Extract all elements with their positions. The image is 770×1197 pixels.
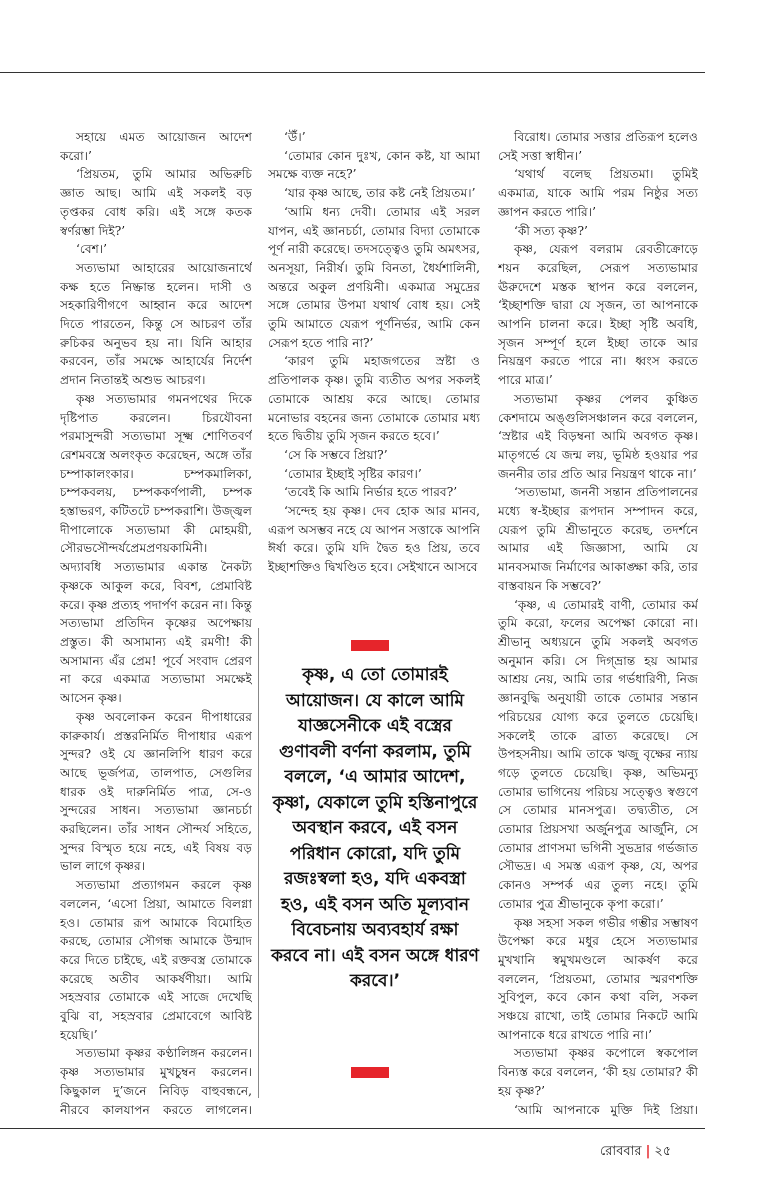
paragraph: ‘কী সত্য কৃষ্ণ?’ (514, 223, 588, 238)
paragraph: ‘সত্যভামা, জননী সন্তান প্রতিপালনের মধ্যে স্ব-ইচ্ছার রূপদান সম্পাদন করে, যেরূপ তুমি শ্রীভানুতে করেছ, তদর্শনে আমার এই জিজ্ঞাসা, আমি যে মানবসমাজ নির্মাণের আকাঙ্ক্ষা করি, তার বাস্তবায়ন কি সম্ভবে?’ (498, 485, 698, 593)
paragraph: সত্যভামা প্রত্যাগমন করলে কৃষ্ণ বললেন, ‘এসো প্রিয়া, আমাতে বিলগ্না হও। তোমার রূপ আমাকে বিমোহিত করছে, তোমার সৌগন্ধ আমাকে উন্মাদ করে দিতে চাইছে, এই রক্তবস্ত্র তোমাকে করেছে অতীব আকর্ষণীয়া। আমি সহস্রবার তোমাকে এই সাজে দেখেছি বুঝি বা, সহস্রবার প্রেমাবেগে আবিষ্ট হয়েছি।’ (60, 878, 252, 1042)
footer-separator: | (645, 1144, 651, 1159)
paragraph: ‘যথার্থ বলেছ প্রিয়তমা। তুমিই একমাত্র, যাকে আমি পরম নিষ্ঠুর সত্য জ্ঞাপন করতে পারি।’ (498, 167, 698, 219)
paragraph: কৃষ্ণ সহসা সকল গভীর গম্ভীর সম্ভাষণ উপেক্ষা করে মধুর হেসে সত্যভামার মুখখানি স্বমুখমণ্ডলে আকর্ষণ করে বললেন, ‘প্রিয়তমা, তোমার স্মরণশক্তি সুবিপুল, কবে কোন কথা বলি, সকল সঞ্চয়ে রাখো, তাই তোমার নিকটে আমি আপনাকে ধরে রাখতে পারি না।’ (498, 915, 698, 1042)
paragraph: ‘বেশ।’ (76, 242, 108, 257)
top-rule (0, 72, 705, 73)
page-footer (600, 1142, 671, 1163)
paragraph: ‘আমি আপনাকে মুক্তি দিই প্রিয়া। (514, 1102, 698, 1117)
paragraph: সত্যভামা কৃষ্ণর কণ্ঠালিঙ্গন করলেন। কৃষ্ণ সত্যভামার মুখচুম্বন করলেন। কিছুকাল দু’জনে নিবিড় বাহুবন্ধনে, নীরবে কালযাপন করতে লাগলেন। (60, 1046, 252, 1117)
page-number: ২৫ (654, 1144, 672, 1159)
paragraph: ‘তোমার ইচ্ছাই সৃষ্টির কারণ।’ (284, 466, 422, 481)
paragraph: বিরোধ। তোমার সত্তার প্রতিরূপ হলেও সেই সত্তা স্বাধীন।’ (498, 130, 698, 163)
paragraph: সত্যভামা কৃষ্ণর কপোলে স্বকপোল বিন্যস্ত করে বললেন, ‘কী হয় তোমার? কী হয় কৃষ্ণ?’ (498, 1046, 698, 1098)
publication-name: রোববার (600, 1144, 642, 1159)
paragraph: ‘উঁ।’ (284, 130, 306, 144)
paragraph: ‘প্রিয়তম, তুমি আমার অভিরুচি জ্ঞাত আছ। আমি এই সকলই বড় তৃপ্তকর বোধ করি। এই সঙ্গে কতক স্বর্ণরম্ভা দিই?’ (60, 167, 252, 238)
pull-quote-text: কৃষ্ণ, এ তো তোমারই আয়োজন। যে কালে আমি যাজ্ঞসেনীকে এই বস্ত্রের গুণাবলী বর্ণনা করলাম, তুমি বললে, ‘এ আমার আদেশ, কৃষ্ণা, যেকালে তুমি হস্তিনাপুরে অবস্থান করবে, এই বসন পরিধান কোরো, যদি তুমি রজঃস্বলা হও, যদি একবস্ত্রা হও, এই বসন অতি মূল্যবান বিবেচনায় অব্যবহার্য রক্ষা করবে না। এই বসন অঙ্গে ধারণ করবে।’ (271, 665, 479, 991)
paragraph: ‘যার কৃষ্ণ আছে, তার কষ্ট নেই প্রিয়তম।’ (284, 186, 476, 201)
paragraph: ‘তবেই কি আমি নির্ভার হতে পারব?’ (284, 485, 458, 500)
pull-quote (258, 628, 487, 1098)
paragraph: ‘আমি ধন্য দেবী। তোমার এই সরল যাপন, এই জ্ঞানচর্চা, তোমার বিদ্যা তোমাকে পূর্ণ নারী করেছে। তদসত্ত্বেও তুমি অমৎসর, অনসূয়া, নিরীর্ষ। তুমি বিনতা, ধৈর্যশালিনী, অন্তরে অকুল প্রণয়িনী। একমাত্র সমুদ্রের সঙ্গে তোমার উপমা যথার্থ বোধ হয়। সেই তুমি আমাতে যেরূপ পূর্ণনির্ভর, আমি কেন সেরূপ হতে পারি না?’ (268, 204, 480, 350)
paragraph: ‘সে কি সম্ভবে প্রিয়া?’ (284, 447, 388, 462)
pull-quote-top-bar (351, 640, 389, 651)
paragraph: ‘তোমার কোন দুঃখ, কোন কষ্ট, যা আমা সমক্ষে ব্যক্ত নহে?’ (268, 148, 480, 182)
paragraph: ‘সন্দেহ হয় কৃষ্ণ। দেব হোক আর মানব, এরূপ অসম্ভব নহে যে আপন সত্তাকে আপনি ঈর্ষা করে। তুমি যদি দ্বৈত হও প্রিয়, তবে ইচ্ছাশক্তিও দ্বিখণ্ডিত হবে। সেইখানে আসবে (268, 504, 480, 575)
paragraph: সহায়ে এমত আয়োজন আদেশ করো।’ (60, 130, 252, 163)
pull-quote-bottom-bar (351, 1067, 389, 1078)
paragraph: কৃষ্ণ অবলোকন করেন দীপাধারের কারুকার্য। প্রস্তরনির্মিত দীপাধার এরূপ সুন্দর? ওই যে জ্ঞানলিপি ধারণ করে আছে ভূর্জপত্র, তালপাত, সেগুলির ধারক ওই দারুনির্মিত পাত্র, সে-ও সুন্দরের সাধন। সত্যভামা জ্ঞানচর্চা করছিলেন। তাঁর সাধন সৌন্দর্য সহিতে, সুন্দর বিস্মৃত হয়ে নহে, এই বিষয় বড় ভাল লাগে কৃষ্ণর। (60, 709, 252, 874)
paragraph: কৃষ্ণ, যেরূপ বলরাম রেবতীক্রোড়ে শয়ন করেছিল, সেরূপ সত্যভামার ঊরুদেশে মস্তক স্থাপন করে বললেন, ‘ইচ্ছাশক্তি দ্বারা যে সৃজন, তা আপনাকে আপনি চালনা করে। ইচ্ছা সৃষ্টি অবধি, সৃজন সম্পূর্ণ হলে ইচ্ছা তাকে আর নিয়ন্ত্রণ করতে পারে না। ধ্বংস করতে পারে মাত্র।’ (498, 242, 698, 388)
paragraph: সত্যভামা কৃষ্ণর পেলব কুঞ্চিত কেশদামে অঙ্গুলিসঞ্চালন করে বললেন, ‘স্রষ্টার এই বিড়ম্বনা আমি অবগত কৃষ্ণ। মাতৃগর্ভে যে জন্ম লয়, ভূমিষ্ঠ হওয়ার পর জননীর তার প্রতি আর নিয়ন্ত্রণ থাকে না।’ (498, 391, 698, 481)
paragraph: কৃষ্ণ সত্যভামার গমনপথের দিকে দৃষ্টিপাত করলেন। চিরযৌবনা পরমাসুন্দরী সত্যভামা সূক্ষ্ম শোণিতবর্ণ রেশমবস্ত্রে অলংকৃত করেছেন, অঙ্গে তাঁর চম্পাকালংকার। চম্পকমালিকা, চম্পকবলয়, চম্পককর্ণপালী, চম্পক হস্তাভরণ, কটিতটে চম্পকরাশি। উজ্জ্বল দীপালোকে সত্যভামা কী মোহময়ী, সৌরভসৌন্দর্যপ্রেমপ্রণয়কামিনী। অদ্যাবধি সত্যভামার একান্ত নৈকট্য কৃষ্ণকে আকুল করে, বিবশ, প্রেমাবিষ্ট করে। কৃষ্ণ প্রত্যহ পদার্পণ করেন না। কিন্তু সত্যভামা প্রতিদিন কৃষ্ণের অপেক্ষায় প্রস্তুত। কী অসামান্য এই রমণী! কী অসামান্য এঁর প্রেম! পূর্বে সংবাদ প্রেরণ না করে একমাত্র সত্যভামা সমক্ষেই আসেন কৃষ্ণ। (60, 391, 252, 706)
article-column-2 (268, 128, 480, 623)
paragraph: ‘কৃষ্ণ, এ তোমারই বাণী, তোমার কর্ম তুমি করো, ফলের অপেক্ষা কোরো না। শ্রীভানু অধ্যয়নে তুমি সকলই অবগত অনুমান করি। সে দিগ্‌ভ্রান্ত হয় আমার আশ্রয় নেয়, আমি তার গর্ভধারিণী, নিজ জ্ঞানবুদ্ধি অনুযায়ী তাকে তোমার সন্তান পরিচয়ের যোগ্য করে তুলতে চেয়েছি। সকলেই তাকে ব্রাত্য করেছে। সে উপহসনীয়। আমি তাকে ঋজু বৃক্ষের ন্যায় গড়ে তুলতে চেয়েছি। কৃষ্ণ, অভিমন্যু তোমার ভাগিনেয় পরিচয় সত্ত্বেও স্বগুণে সে তোমার মানসপুত্র। তদ্ব্যতীত, সে তোমার প্রিয়সখা অর্জুনপুত্র আর্জুনি, সে তোমার প্রাণসমা ভগিনী সুভদ্রার গর্ভজাত সৌভদ্র। এ সমস্ত এরূপ কৃষ্ণ, যে, অপর কোনও সম্পর্ক এর তুল্য নহে। তুমি তোমার পুত্র শ্রীভানুকে কৃপা করো।’ (498, 597, 698, 911)
paragraph: ‘কারণ তুমি মহাজগতের স্রষ্টা ও প্রতিপালক কৃষ্ণ। তুমি ব্যতীত অপর সকলই তোমাকে আশ্রয় করে আছে। তোমার মনোভার বহনের জন্য তোমাকে তোমার মধ্য হতে দ্বিতীয় তুমি সৃজন করতে হবে।’ (268, 354, 480, 444)
article-column-1 (60, 128, 252, 1118)
bottom-rule (0, 1128, 705, 1129)
article-column-3 (498, 128, 698, 1118)
paragraph: সত্যভামা আহারের আয়োজনার্থে কক্ষ হতে নিষ্ক্রান্ত হলেন। দাসী ও সহকারিণীগণে আহ্বান করে আদেশ দিতে পারতেন, কিন্তু সে আচরণ তাঁর রুচিকর অনুভব হয় না। যিনি আহার করবেন, তাঁর সমক্ষে আহার্যের নির্দেশ প্রদান নিতান্তই অশুভ আচরণ। (60, 260, 252, 388)
